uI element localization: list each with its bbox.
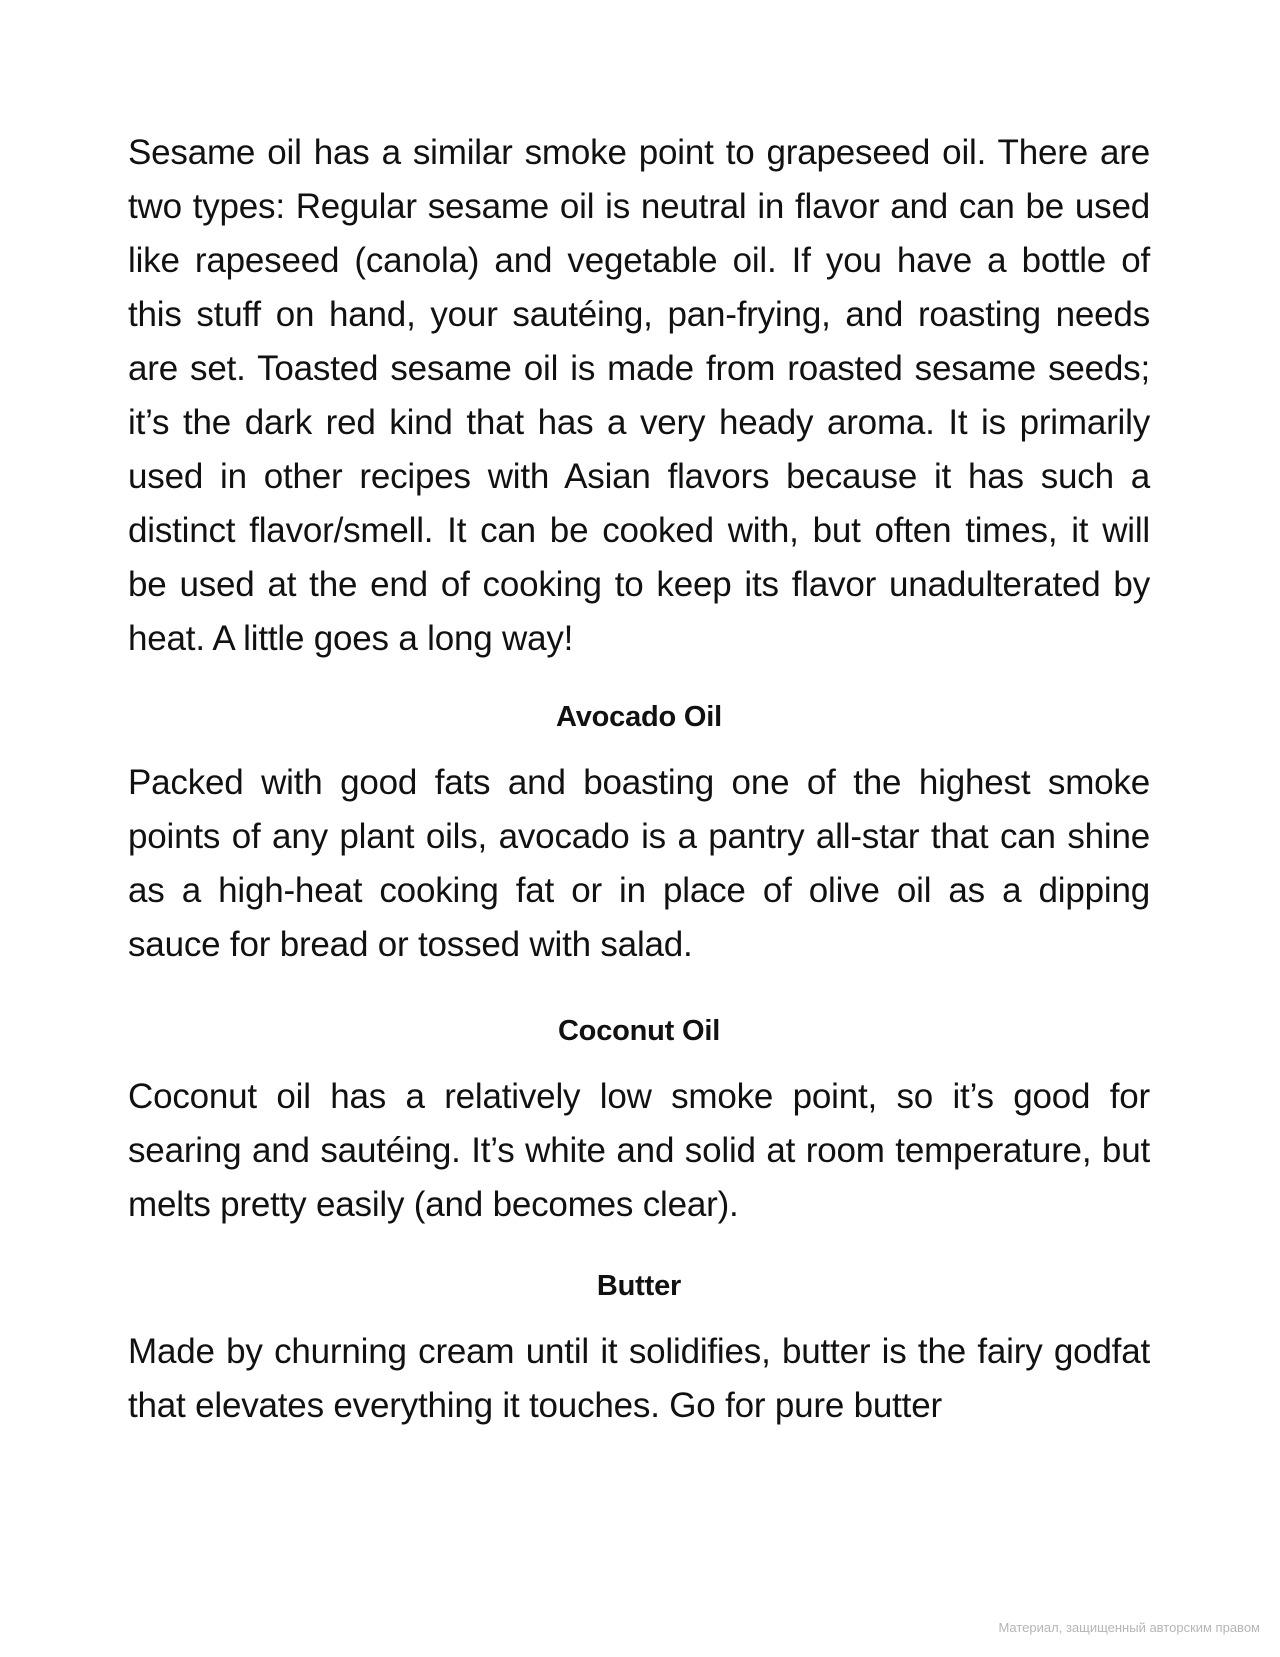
heading-avocado-oil: Avocado Oil [556,701,722,733]
page-content [128,126,1150,1433]
heading-butter: Butter [596,1270,682,1302]
paragraph-avocado-oil: Packed with good fats and boasting one of the highest smoke points of any plant oils, avocado is a pantry all-star that can shine as a high-heat cooking fat or in place of olive oil as a dipping sauce for bread or tossed with salad. [128,763,1150,964]
heading-coconut-oil: Coconut Oil [557,1015,721,1047]
paragraph-coconut-oil: Coconut oil has a relatively low smoke point, so it’s good for searing and sautéing. It’s white and solid at room temperature, but melts pretty easily (and becomes clear). [128,1077,1150,1224]
paragraph-sesame-oil: Sesame oil has a similar smoke point to grapeseed oil. There are two types: Regular sesame oil is neutral in flavor and can be used like rapeseed (canola) and vegetable oil. If you have a bottle of this stuff on hand, your sautéing, pan-frying, and roasting needs are set. Toasted sesame oil is made from roasted sesame seeds; it’s the dark red kind that has a very heady aroma. It is primarily used in other recipes with Asian flavors because it has such a distinct flavor/smell. It can be cooked with, but often times, it will be used at the end of cooking to keep its flavor unadulterated by heat. A little goes a long way! [128,133,1150,658]
copyright-watermark: Материал, защищенный авторским правом [998,1620,1260,1635]
paragraph-butter: Made by churning cream until it solidifies, butter is the fairy godfat that elevates everything it touches. Go for pure butter [128,1332,1150,1425]
